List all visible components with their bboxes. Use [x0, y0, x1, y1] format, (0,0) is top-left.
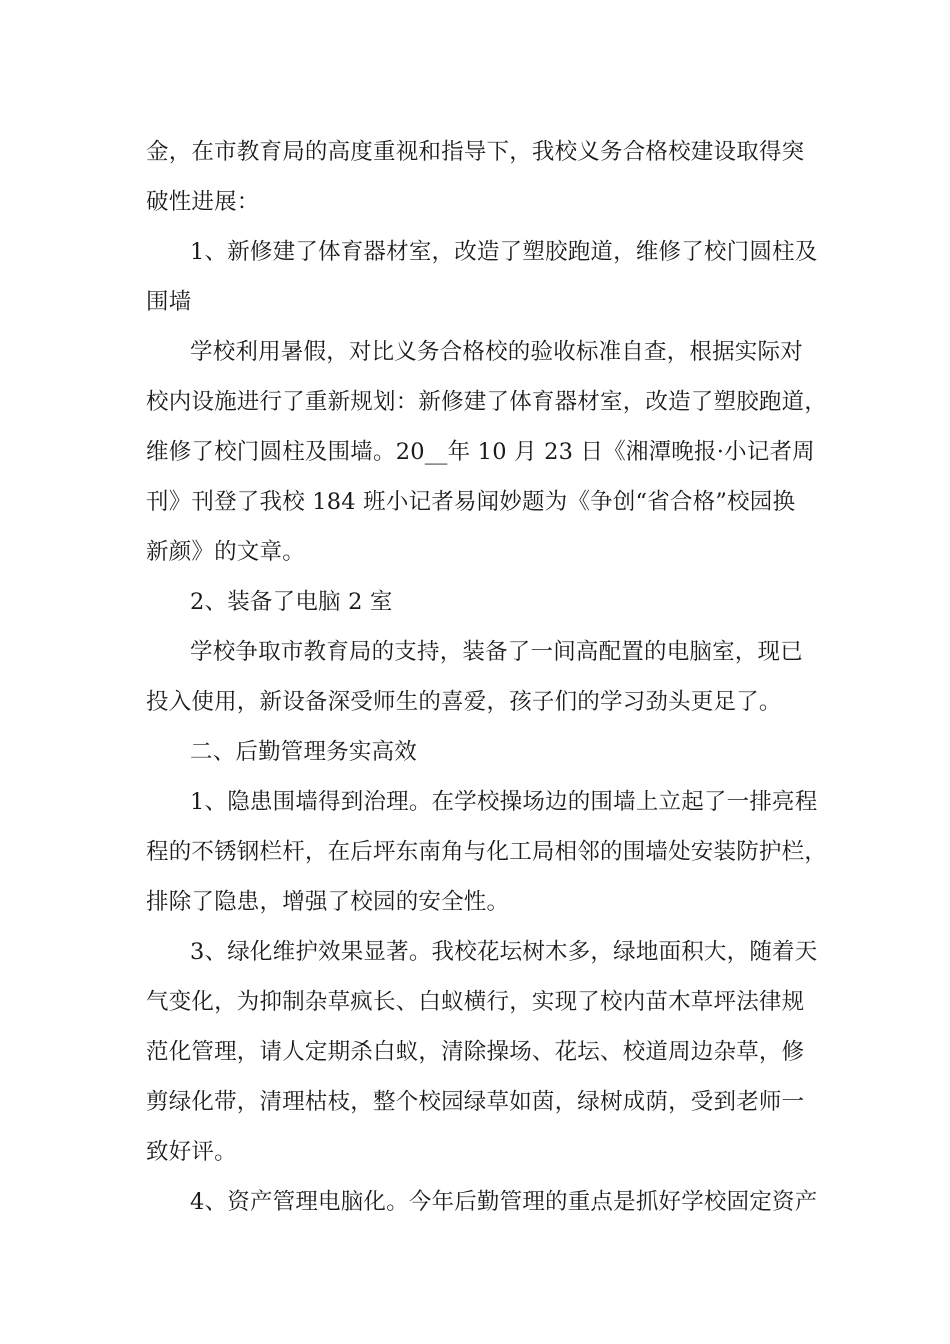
text-line: 气变化，为抑制杂草疯长、白蚁横行，实现了校内苗木草坪法律规 — [146, 989, 805, 1015]
text-line: 4、资产管理电脑化。今年后勤管理的重点是抓好学校固定资产 — [190, 1189, 818, 1215]
text-line: 范化管理，请人定期杀白蚁，清除操场、花坛、校道周边杂草，修 — [146, 1039, 805, 1065]
text-line: 程的不锈钢栏杆，在后坪东南角与化工局相邻的围墙处安装防护栏， — [146, 839, 828, 865]
text-line: 1、隐患围墙得到治理。在学校操场边的围墙上立起了一排亮程 — [190, 789, 818, 815]
text-line: 破性进展： — [146, 189, 260, 215]
text-line: 新颜》的文章。 — [146, 539, 305, 565]
text-line: 3、绿化维护效果显著。我校花坛树木多，绿地面积大，随着天 — [190, 939, 818, 965]
text-line: 围墙 — [146, 289, 192, 315]
text-line: 维修了校门圆柱及围墙。20__年 10 月 23 日《湘潭晚报·小记者周 — [146, 439, 815, 465]
section-heading: 2、装备了电脑 2 室 — [190, 589, 393, 615]
section-heading: 二、后勤管理务实高效 — [190, 739, 418, 765]
text-line: 学校利用暑假，对比义务合格校的验收标准自查，根据实际对 — [190, 339, 803, 365]
text-line: 金，在市教育局的高度重视和指导下，我校义务合格校建设取得突 — [146, 139, 805, 165]
text-line: 学校争取市教育局的支持，装备了一间高配置的电脑室，现已 — [190, 639, 803, 665]
text-line: 投入使用，新设备深受师生的喜爱，孩子们的学习劲头更足了。 — [146, 689, 782, 715]
section-heading: 1、新修建了体育器材室，改造了塑胶跑道，维修了校门圆柱及 — [190, 239, 818, 265]
text-line: 致好评。 — [146, 1139, 237, 1165]
text-line: 剪绿化带，清理枯枝，整个校园绿草如茵，绿树成荫，受到老师一 — [146, 1089, 805, 1115]
text-line: 刊》刊登了我校 184 班小记者易闻妙题为《争创“省合格”校园换 — [146, 489, 796, 515]
text-line: 排除了隐患，增强了校园的安全性。 — [146, 889, 510, 915]
text-line: 校内设施进行了重新规划：新修建了体育器材室，改造了塑胶跑道， — [146, 389, 828, 415]
